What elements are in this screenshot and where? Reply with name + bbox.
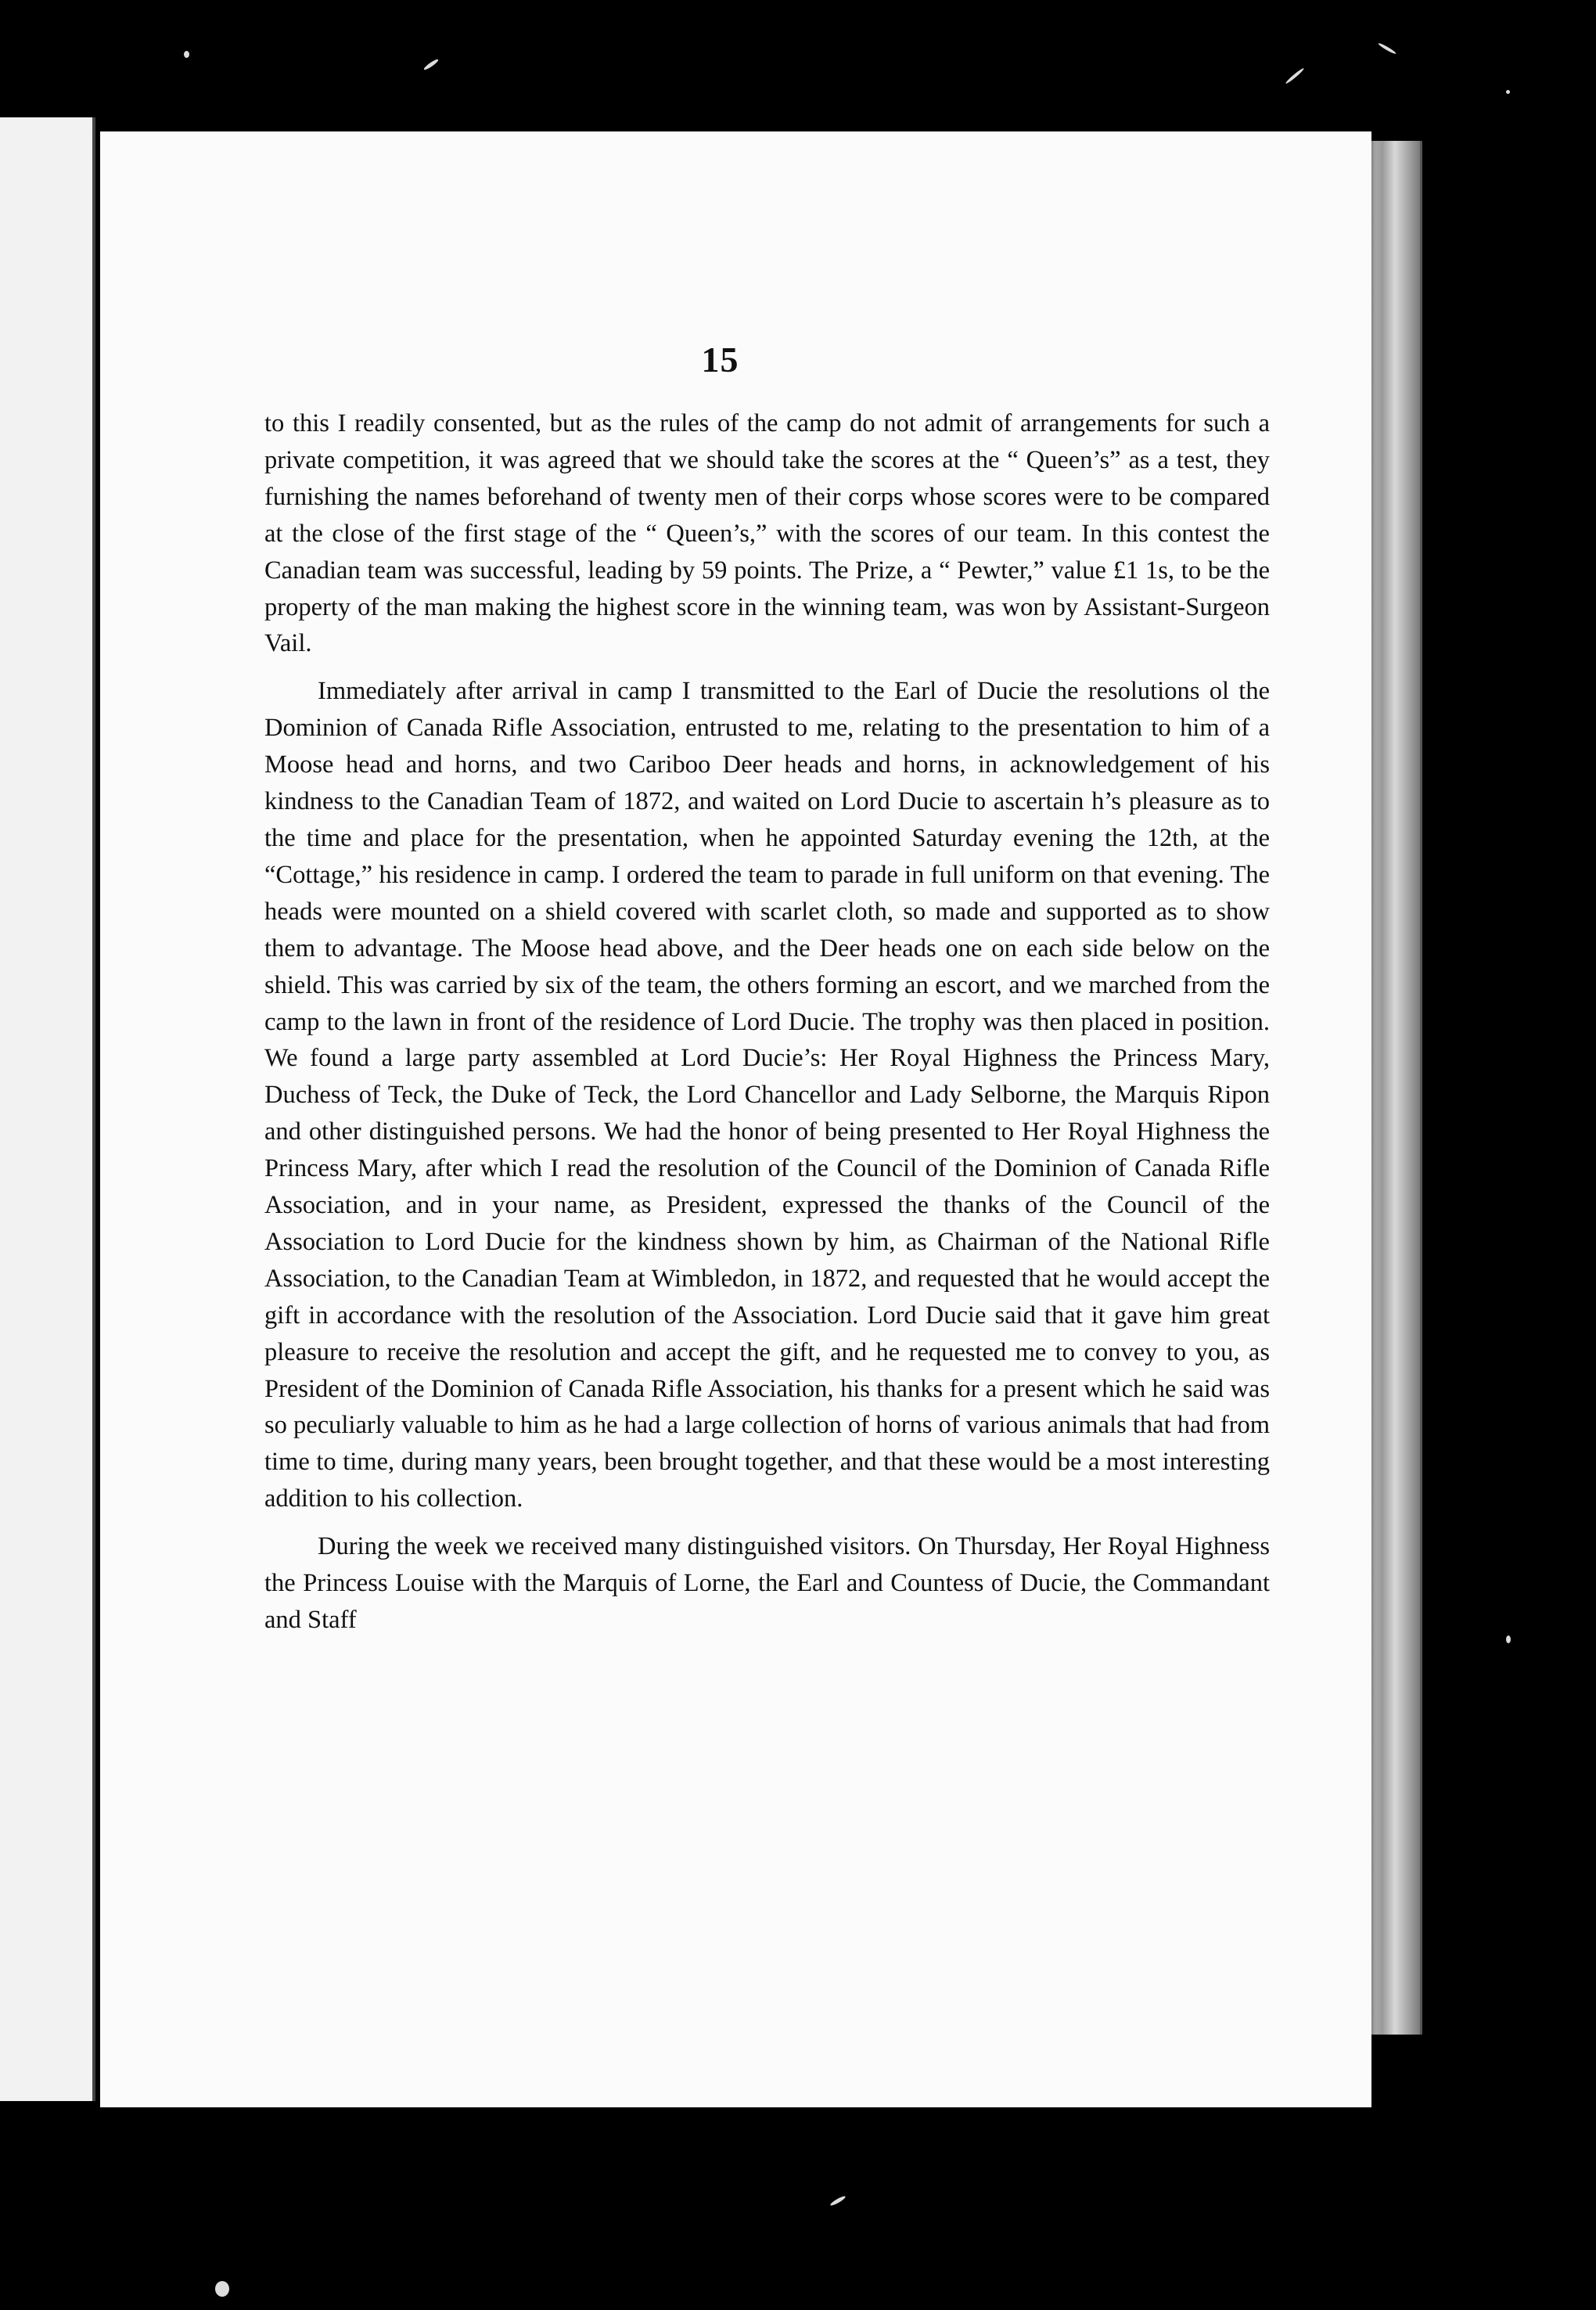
paragraph-2: Immediately after arrival in camp I transmitted to the Earl of Ducie the resolutions ol the Dominion of Canada Rifle Association, entrusted to me, relating to the presentation to him of a Moose head and horns, and two Cariboo Deer heads and horns, in acknowledgement of his kindness to the Canadian Team of 1872, and waited on Lord Ducie to ascertain h’s pleasure as to the time and place for the presentation, when he appointed Saturday evening the 12th, at the “Cottage,” his residence in camp. I ordered the team to parade in full uniform on that evening. The heads were mounted on a shield covered with scarlet cloth, so made and supported as to show them to advantage. The Moose head above, and the Deer heads one on each side below on the shield. This was carried by six of the team, the others forming an escort, and we marched from the camp to the lawn in front of the residence of Lord Ducie. The trophy was then placed in position. We found a large party assembled at Lord Ducie’s: Her Royal Highness the Princess Mary, Duchess of Teck, the Duke of Teck, the Lord Chancellor and Lady Selborne, the Marquis Ripon and other distinguished persons. We had the honor of being presented to Her Royal Highness the Princess Mary, after which I read the resolution of the Council of the Dominion of Canada Rifle Association, and in your name, as President, expressed the thanks of the Council of the Association to Lord Ducie for the kindness shown by him, as Chairman of the National Rifle Association, to the Canadian Team at Wimbledon, in 1872, and requested that he would accept the gift in accordance with the resolution of the Association. Lord Ducie said that it gave him great pleasure to receive the resolution and accept the gift, and he requested me to convey to you, as President of the Dominion of Canada Rifle Association, his thanks for a present which he said was so peculiarly valuable to him as he had a large collection of horns of various animals that had from time to time, during many years, been brought together, and that these would be a most interesting addition to his collection. (264, 677, 1270, 1513)
left-page-edge (0, 117, 95, 2101)
scan-speck (215, 2281, 229, 2297)
scan-speck (423, 58, 440, 71)
scan-speck (1285, 67, 1305, 85)
body-text (264, 405, 1270, 1639)
paragraph-3: During the week we received many distinguished visitors. On Thursday, Her Royal Highness the Princess Louise with the Marquis of Lorne, the Earl and Countess of Ducie, the Commandant and Staff (264, 1532, 1270, 1634)
scan-speck (1378, 42, 1397, 55)
paragraph-1: to this I readily consented, but as the rules of the camp do not admit of arrangements for such a private competition, it was agreed that we should take the scores at the “ Queen’s” as a test, they furnishing the names beforehand of twenty men of their corps whose scores were to be compared at the close of the first stage of the “ Queen’s,” with the scores of our team. In this contest the Canadian team was successful, leading by 59 points. The Prize, a “ Pewter,” value £1 1s, to be the property of the man making the highest score in the winning team, was won by Assistant-Surgeon Vail. (264, 409, 1270, 658)
scan-speck (829, 2195, 847, 2207)
scan-speck (1506, 1635, 1511, 1643)
book-page (100, 131, 1371, 2107)
page-number: 15 (701, 340, 739, 380)
scan-speck (184, 51, 189, 58)
scan-speck (1506, 90, 1510, 94)
